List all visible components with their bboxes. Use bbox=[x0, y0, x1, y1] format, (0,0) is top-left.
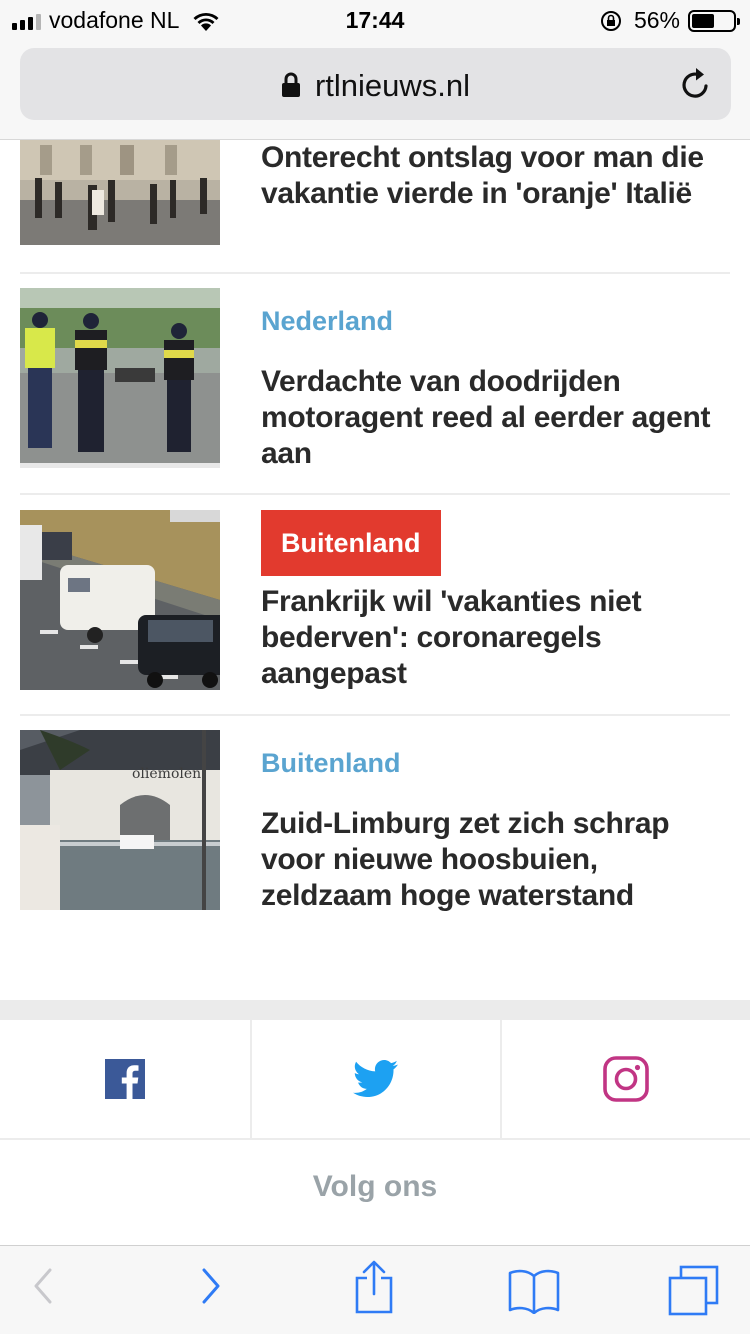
facebook-link[interactable] bbox=[0, 1020, 250, 1138]
clock: 17:44 bbox=[345, 7, 405, 33]
forward-icon[interactable] bbox=[198, 1264, 224, 1308]
article-thumbnail[interactable] bbox=[20, 288, 220, 468]
facebook-icon[interactable] bbox=[105, 1059, 145, 1099]
divider bbox=[20, 272, 730, 274]
battery-percentage: 56% bbox=[633, 7, 680, 33]
address-bar[interactable] bbox=[20, 48, 731, 120]
reload-icon[interactable] bbox=[679, 66, 713, 102]
status-bar bbox=[0, 0, 750, 40]
article-category[interactable]: Buitenland bbox=[261, 748, 401, 778]
carrier-name: vodafone NL bbox=[49, 7, 180, 33]
article-item[interactable] bbox=[20, 288, 730, 488]
article-thumbnail[interactable] bbox=[20, 510, 220, 690]
article-category[interactable]: Nederland bbox=[261, 306, 394, 336]
article-headline[interactable]: Zuid-Limburg zet zich schrap voor nieuwe hoosbuien, zeldzaam hoge waterstand bbox=[261, 807, 670, 912]
url-text: rtlnieuws.nl bbox=[314, 68, 471, 103]
back-icon[interactable] bbox=[30, 1264, 56, 1308]
article-headline[interactable]: Frankrijk wil 'vakanties niet bederven': coronaregels aangepast bbox=[261, 585, 642, 690]
article-item[interactable] bbox=[20, 510, 730, 710]
rotation-lock-icon bbox=[600, 10, 622, 32]
article-category-badge[interactable]: Buitenland bbox=[261, 510, 441, 576]
social-links bbox=[0, 1020, 750, 1140]
article-thumbnail[interactable] bbox=[20, 730, 220, 910]
tabs-icon[interactable] bbox=[667, 1264, 721, 1316]
article-headline[interactable]: Onterecht ontslag voor man die vakantie vierde in 'oranje' Italië bbox=[261, 141, 704, 210]
divider bbox=[20, 714, 730, 716]
instagram-link[interactable] bbox=[500, 1020, 750, 1138]
article-item[interactable] bbox=[20, 730, 730, 930]
article-item[interactable] bbox=[20, 140, 730, 270]
footer-separator bbox=[0, 1000, 750, 1020]
twitter-link[interactable] bbox=[250, 1020, 500, 1138]
battery-icon bbox=[688, 10, 736, 32]
article-headline[interactable]: Verdachte van doodrijden motoragent reed al eerder agent aan bbox=[261, 365, 711, 470]
article-thumbnail[interactable] bbox=[20, 140, 220, 245]
follow-us-label: Volg ons bbox=[312, 1170, 438, 1203]
divider bbox=[20, 493, 730, 495]
share-icon[interactable] bbox=[353, 1260, 395, 1316]
browser-header bbox=[0, 40, 750, 140]
twitter-icon[interactable] bbox=[353, 1060, 399, 1098]
lock-icon bbox=[281, 72, 301, 98]
instagram-icon[interactable] bbox=[603, 1056, 649, 1102]
browser-toolbar bbox=[0, 1245, 750, 1334]
svg-text:oliemolen: oliemolen bbox=[132, 766, 202, 782]
bookmarks-icon[interactable] bbox=[507, 1268, 561, 1314]
